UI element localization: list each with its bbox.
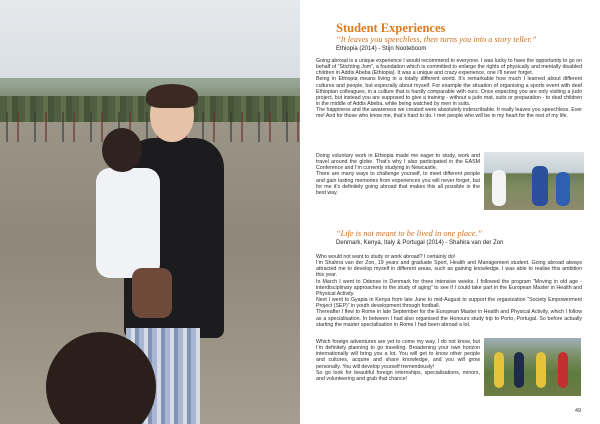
paragraph: Who would not want to study or work abroad? I certainly do! — [316, 254, 456, 260]
story2-body-side — [316, 339, 480, 382]
story2-body-top — [316, 254, 582, 328]
story2-quote: “Life is not meant to be lived in one place.” — [336, 229, 483, 238]
photo-sports-event — [484, 152, 584, 210]
story1-body-side — [316, 153, 480, 196]
paragraph: In March I went to Odense in Denmark for three intensive weeks. I followed the program “Moving in old age - interdisciplinary approaches to the study of aging” to see if I could take part in the European Master in Health and Physical Activity. — [316, 278, 582, 297]
story1-author: Ethiopia (2014) - Stijn Nooteboom — [336, 46, 427, 52]
paragraph: Doing voluntary work in Ethiopia made me eager to study, work and travel around the globe. That’s why I also participated in the EASM Conference and I’m currently studying in Newcastle. — [316, 153, 480, 172]
photo-football-kenya — [484, 338, 581, 396]
paragraph: Which foreign adventures are yet to come my way, I do not know, but I’m definitely planning to go traveling. Broadening your own horizon internationally will bring you a lot. You will get to know other people and cultures, acquire and share knowledge, and you will grow personally. You will develop yourself tremendously! — [316, 339, 480, 370]
paragraph: So go look for beautiful foreign internships, specialisations, minors, and volunteering and grab that chance! — [316, 369, 480, 382]
paragraph: I’m Shahira van der Zon, 19 years and graduate Sport, Health and Management student. Going abroad always attracted me to develop myself in different areas, such as gaining knowledge. I was able to realise this ambition this year. — [316, 260, 582, 279]
paragraph: Going abroad is a unique experience I would recommend to everyone. I was lucky to have the opportunity to go on behalf of “Stichting Jom”, a foundation which is committed to enlarge the rights of physically and mentally disabled children in Addis Abeba (Ethiopia). It was a unique and crazy experience, one I’ll never forget. — [316, 58, 582, 77]
page-number: 49 — [575, 408, 582, 414]
child-figure — [92, 128, 172, 328]
paragraph: Thereafter I flew to Rome in late September for the European Master in Health and Physical Activity, which I follow as a specialisation. In between I had also organised the Honours study trip to Porto, Portugal. So before actually starting the master specialisation in Rome I had been abroad a lot. — [316, 309, 582, 328]
story2-author: Denmark, Kenya, Italy & Portugal (2014) - Shahira van der Zon — [336, 240, 504, 246]
section-title: Student Experiences — [336, 21, 446, 35]
paragraph: The happiness and the awareness we created were absolutely indescribable. It really leaves you speechless. Ever me! And for those who know me, that’s hard to do. I met people who will be in my heart for the rest of my life. — [316, 107, 582, 120]
story1-quote: “It leaves you speechless, then turns you into a story teller.” — [336, 35, 537, 44]
paragraph: There are many ways to challenge yourself, to meet different people and gain lasting memories from experiences you will never forget, but for me it’s definitely going abroad that makes this all possible in the best way. — [316, 171, 480, 196]
paragraph: Next I went to Gyapia in Kenya from late June to mid-August to support the organization “Society Empowerment Project (SEP)” in youth development through football. — [316, 297, 582, 310]
story1-body-top — [316, 58, 582, 120]
paragraph: Being in Ethiopia means living in a totally different world. It’s remarkable how much I learned about different cultures and people, but especially about myself. For example the situation of organising a sports event with deaf Ethiopian colleagues, in a culture that is hardly comparable with ours. Once expecting you are only visiting a judo project, but instead you are supposed to give a training - without a judo mat, suits or preparation - to deaf children in the middle of Addis Abeba, while being watched by men in suits. — [316, 76, 582, 108]
